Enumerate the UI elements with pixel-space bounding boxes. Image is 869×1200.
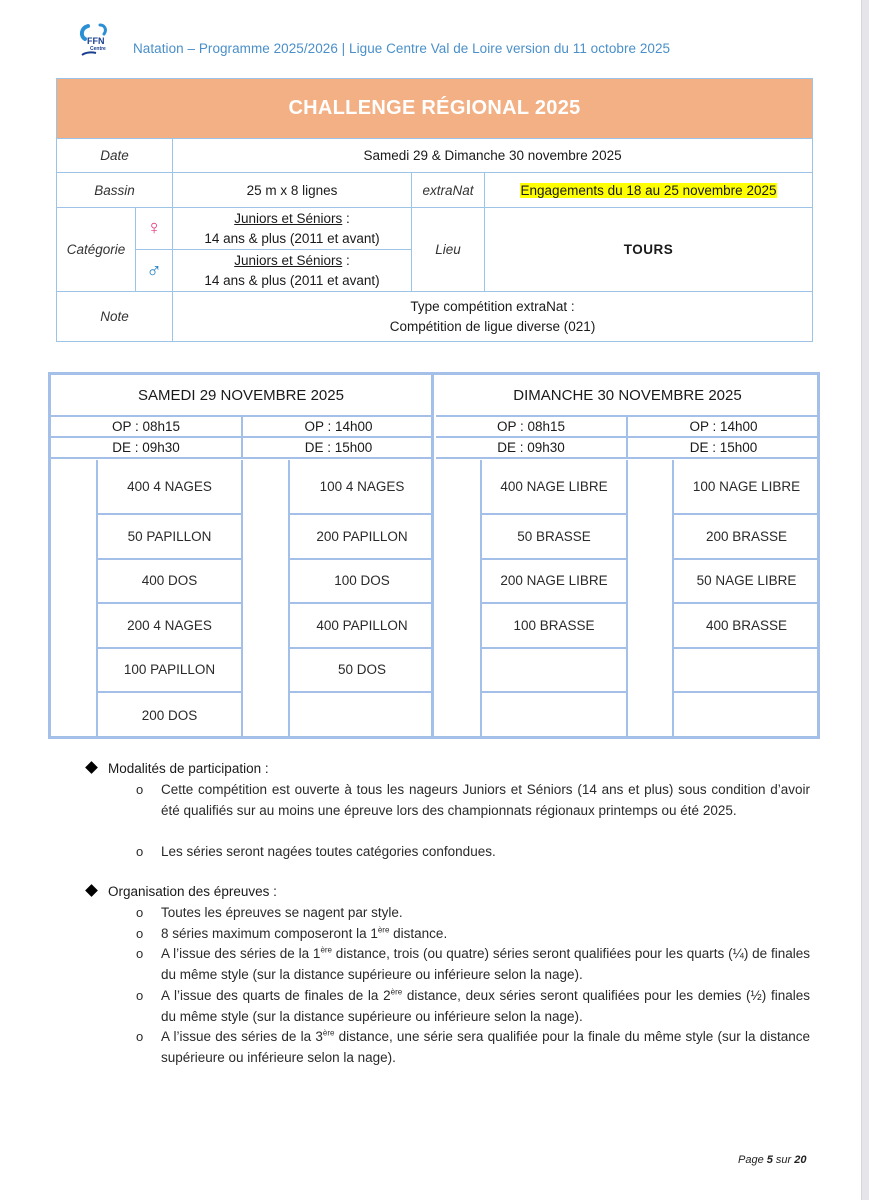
spacer-column bbox=[51, 460, 98, 736]
event-cell: 400 PAPILLON bbox=[290, 604, 434, 649]
spacer-column bbox=[628, 460, 674, 736]
event-cell: 50 PAPILLON bbox=[98, 515, 241, 560]
text-part: distance, deux séries seront qualifiées pour les demies (½) finales du même style (sur la distance supérieure ou inférieure selon la nage). bbox=[161, 988, 810, 1024]
diamond-bullet-icon bbox=[85, 761, 98, 774]
male-category-detail: 14 ans & plus (2011 et avant) bbox=[204, 272, 380, 288]
text-part: A l’issue des séries de la 1 bbox=[161, 946, 321, 961]
section-heading-text: Modalités de participation : bbox=[108, 761, 269, 776]
de-time: DE : 15h00 bbox=[304, 440, 373, 455]
superscript: ère bbox=[390, 987, 403, 997]
svg-text:FFN: FFN bbox=[87, 36, 105, 46]
morning-events bbox=[482, 460, 628, 736]
event-cell: 400 BRASSE bbox=[674, 604, 819, 649]
event-cell: 100 BRASSE bbox=[482, 604, 626, 649]
text-part: A l’issue des quarts de finales de la 2 bbox=[161, 988, 391, 1003]
categorie-label: Catégorie bbox=[57, 208, 136, 292]
event-cell: 400 NAGE LIBRE bbox=[482, 460, 626, 515]
list-item-text bbox=[137, 1027, 810, 1068]
de-row bbox=[51, 438, 431, 459]
spacer-column bbox=[243, 460, 290, 736]
event-cell: 50 BRASSE bbox=[482, 515, 626, 560]
extranat-label: extraNat bbox=[412, 173, 485, 208]
list-item-text: Toutes les épreuves se nagent par style. bbox=[161, 905, 403, 920]
schedule-table bbox=[48, 372, 820, 739]
text-part: 8 séries maximum composeront la 1 bbox=[161, 926, 378, 941]
circle-bullet-icon: o bbox=[136, 844, 144, 859]
event-cell bbox=[482, 649, 626, 694]
ffn-logo-icon bbox=[78, 22, 114, 58]
lieu-value: TOURS bbox=[485, 208, 813, 292]
extranat-engagements-text: Engagements du 18 au 25 novembre 2025 bbox=[520, 182, 777, 198]
event-cell: 50 NAGE LIBRE bbox=[674, 560, 819, 605]
note-line-1: Type compétition extraNat : bbox=[410, 298, 575, 314]
list-item-text bbox=[137, 986, 810, 1027]
event-cell: 50 DOS bbox=[290, 649, 434, 694]
text-part: A l’issue des séries de la 3 bbox=[161, 1029, 323, 1044]
note-line-2: Compétition de ligue diverse (021) bbox=[389, 318, 596, 334]
current-page: 5 bbox=[766, 1154, 773, 1166]
event-cell: 400 4 NAGES bbox=[98, 460, 241, 515]
page-word: Page bbox=[738, 1154, 767, 1166]
day-sunday bbox=[436, 375, 819, 736]
text-part: distance, trois (ou quatre) séries seront qualifiées pour les quarts (¼) de finales du même style (sur la distance supérieure ou inférieure selon la nage). bbox=[161, 946, 810, 982]
list-item bbox=[137, 903, 810, 924]
day-title: SAMEDI 29 NOVEMBRE 2025 bbox=[51, 375, 431, 417]
colon: : bbox=[342, 210, 350, 226]
superscript: ère bbox=[320, 945, 332, 955]
event-cell: 100 4 NAGES bbox=[290, 460, 434, 515]
male-category bbox=[173, 250, 412, 292]
female-category-detail: 14 ans & plus (2011 et avant) bbox=[204, 230, 380, 246]
op-time: OP : 08h15 bbox=[436, 417, 628, 436]
competition-title: CHALLENGE RÉGIONAL 2025 bbox=[57, 79, 813, 139]
bassin-label: Bassin bbox=[57, 173, 173, 208]
superscript: ère bbox=[377, 925, 390, 935]
op-time: OP : 14h00 bbox=[304, 419, 373, 434]
event-cell: 200 BRASSE bbox=[674, 515, 819, 560]
female-symbol-cell bbox=[136, 208, 173, 250]
op-row bbox=[436, 417, 819, 438]
event-cell: 100 PAPILLON bbox=[98, 649, 241, 694]
male-symbol-icon: ♂ bbox=[146, 258, 162, 282]
diamond-bullet-icon bbox=[85, 884, 98, 897]
circle-bullet-icon: o bbox=[136, 782, 144, 797]
of-word: sur bbox=[772, 1154, 795, 1166]
document-header-title: Natation – Programme 2025/2026 | Ligue Centre Val de Loire version du 11 octobre 2025 bbox=[133, 41, 671, 56]
event-cell: 100 NAGE LIBRE bbox=[674, 460, 819, 515]
event-cell: 100 DOS bbox=[290, 560, 434, 605]
list-item-text bbox=[137, 924, 810, 945]
event-cell: 200 PAPILLON bbox=[290, 515, 434, 560]
list-item-text: Les séries seront nagées toutes catégories confondues. bbox=[161, 844, 496, 859]
event-cell bbox=[674, 649, 819, 694]
organisation-heading bbox=[87, 884, 277, 899]
afternoon-events bbox=[674, 460, 819, 736]
op-row bbox=[51, 417, 431, 438]
note-label: Note bbox=[57, 292, 173, 342]
circle-bullet-icon: o bbox=[136, 905, 144, 920]
de-time: DE : 09h30 bbox=[436, 438, 628, 457]
bassin-value: 25 m x 8 lignes bbox=[173, 173, 412, 208]
date-label: Date bbox=[57, 139, 173, 173]
list-item bbox=[137, 924, 810, 945]
circle-bullet-icon: o bbox=[136, 946, 144, 961]
spacer-column bbox=[436, 460, 482, 736]
afternoon-events bbox=[290, 460, 434, 736]
text-part: distance. bbox=[389, 926, 448, 941]
female-symbol-icon: ♀ bbox=[146, 217, 162, 239]
de-time: DE : 09h30 bbox=[51, 438, 243, 457]
circle-bullet-icon: o bbox=[136, 988, 144, 1003]
svg-text:Centre: Centre bbox=[90, 46, 106, 52]
op-time: OP : 14h00 bbox=[689, 419, 758, 434]
list-item bbox=[137, 842, 810, 863]
day-saturday bbox=[51, 375, 434, 736]
circle-bullet-icon: o bbox=[136, 1029, 144, 1044]
competition-info-table bbox=[56, 78, 813, 342]
section-heading-text: Organisation des épreuves : bbox=[108, 884, 277, 899]
female-category-title: Juniors et Séniors bbox=[234, 210, 343, 226]
date-value: Samedi 29 & Dimanche 30 novembre 2025 bbox=[173, 139, 813, 173]
events-area bbox=[436, 460, 819, 736]
op-time: OP : 08h15 bbox=[51, 417, 243, 436]
list-item bbox=[137, 780, 810, 821]
event-cell bbox=[674, 693, 819, 738]
page-number bbox=[738, 1154, 807, 1166]
day-title: DIMANCHE 30 NOVEMBRE 2025 bbox=[436, 375, 819, 417]
list-item bbox=[137, 986, 810, 1027]
female-category bbox=[173, 208, 412, 250]
de-row bbox=[436, 438, 819, 459]
lieu-label: Lieu bbox=[412, 208, 485, 292]
list-item bbox=[137, 944, 810, 985]
morning-events bbox=[98, 460, 243, 736]
colon: : bbox=[342, 252, 350, 268]
events-area bbox=[51, 460, 431, 736]
list-item-text bbox=[137, 944, 810, 985]
event-cell: 200 DOS bbox=[141, 707, 198, 723]
superscript: ère bbox=[322, 1028, 335, 1038]
note-value bbox=[173, 292, 813, 342]
male-symbol-cell bbox=[136, 250, 173, 292]
de-time: DE : 15h00 bbox=[689, 440, 758, 455]
event-cell: 400 DOS bbox=[98, 560, 241, 605]
event-cell bbox=[290, 693, 434, 738]
modalites-heading bbox=[87, 761, 269, 776]
total-pages: 20 bbox=[794, 1154, 807, 1166]
event-cell: 200 4 NAGES bbox=[98, 604, 241, 649]
list-item bbox=[137, 1027, 810, 1068]
event-cell: 200 NAGE LIBRE bbox=[482, 560, 626, 605]
text-part: distance, une série sera qualifiée pour la finale du même style (sur la distance supérieure ou inférieure selon la nage). bbox=[161, 1029, 810, 1065]
list-item-text: Cette compétition est ouverte à tous les nageurs Juniors et Séniors (14 ans et plus) sous condition d’avoir été qualifiés sur au moins une épreuve lors des championnats régionaux printemps ou été 2025. bbox=[161, 782, 810, 818]
extranat-value-cell bbox=[485, 173, 813, 208]
event-cell bbox=[482, 693, 626, 738]
viewer-scrollbar[interactable] bbox=[861, 0, 869, 1200]
circle-bullet-icon: o bbox=[136, 926, 144, 941]
male-category-title: Juniors et Séniors bbox=[234, 252, 343, 268]
